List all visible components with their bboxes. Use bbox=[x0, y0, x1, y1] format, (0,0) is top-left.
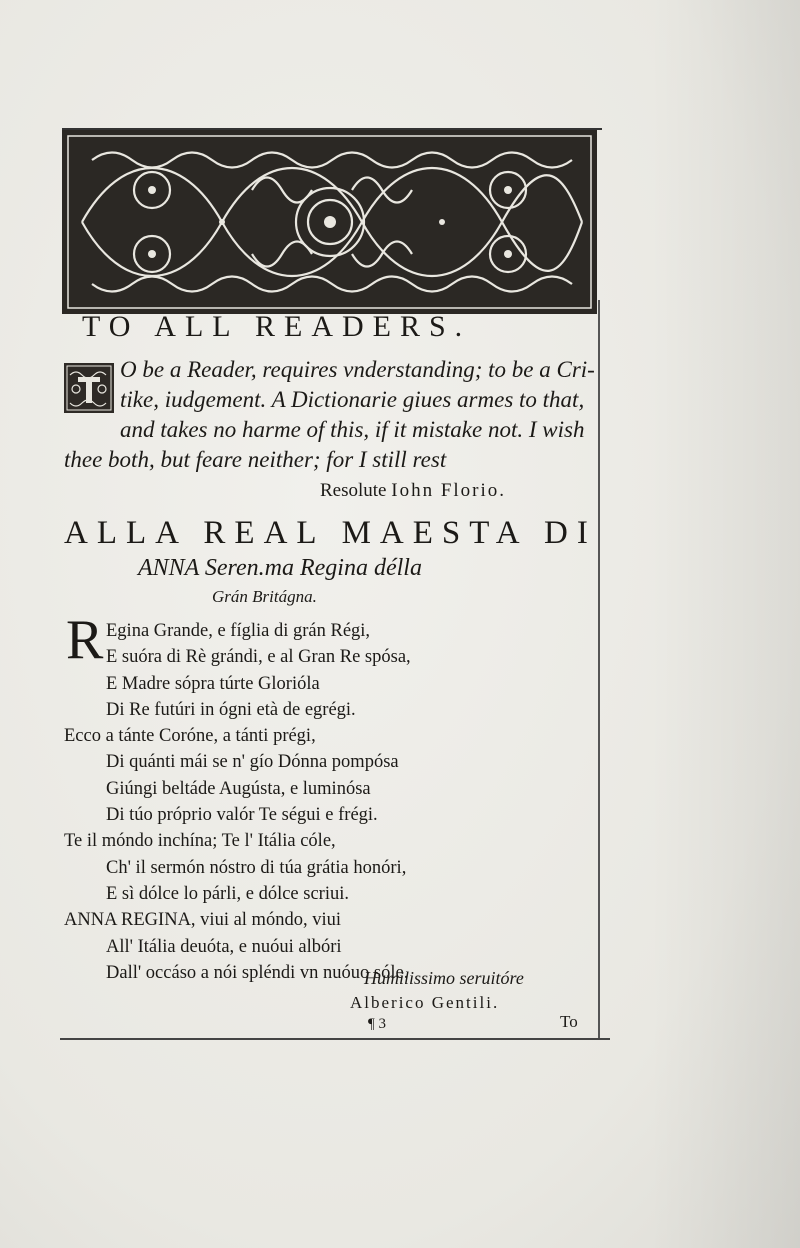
to-readers-text bbox=[64, 355, 604, 475]
poem-line: Ecco a tánte Coróne, a tánti prégi, bbox=[64, 726, 316, 747]
poem-line: ANNA REGINA, viui al móndo, viui bbox=[64, 910, 341, 931]
poem-line: Di quánti mái se n' gío Dónna pompósa bbox=[106, 752, 399, 773]
poem-line: Egina Grande, e fíglia di grán Régi, bbox=[106, 621, 371, 641]
dedication-subheading: ANNA Seren.ma Regina délla bbox=[138, 555, 422, 581]
poem-line: Di Re futúri in ógni età de egrégi. bbox=[106, 699, 356, 720]
page-edge-shadow bbox=[650, 0, 800, 1248]
poem-line: Ch' il sermón nóstro di túa grátia honóri, bbox=[106, 857, 407, 878]
sonnet bbox=[64, 618, 604, 986]
signature-prefix: Resolute bbox=[320, 480, 387, 501]
side-rule bbox=[598, 300, 600, 1038]
ornamental-headpiece bbox=[62, 130, 597, 314]
text-line: thee both, but feare neither; for I still rest bbox=[64, 447, 447, 472]
dedication-subheading-2: Grán Britágna. bbox=[212, 587, 317, 606]
poem-line: Dall' occáso a nói spléndi vn nuóuo sóle. bbox=[106, 962, 409, 983]
signature-name: Iohn Florio. bbox=[391, 480, 507, 501]
poem-line: Di túo próprio valór Te ségui e frégi. bbox=[106, 805, 378, 826]
poem-line: Te il móndo inchína; Te l' Itália cóle, bbox=[64, 831, 336, 852]
poem-line: Giúngi beltáde Augústa, e luminósa bbox=[106, 778, 371, 799]
poem-line: E suóra di Rè grándi, e al Gran Re spósa, bbox=[106, 647, 411, 668]
catchword: To bbox=[560, 1012, 578, 1031]
bottom-rule bbox=[60, 1038, 610, 1040]
poem-line: E Madre sópra túrte Glorióla bbox=[106, 673, 320, 694]
closing-salutation: Humilissimo seruitóre bbox=[364, 968, 524, 988]
text-line: O be a Reader, requires vnderstanding; to be a Cri- bbox=[120, 357, 595, 382]
to-all-readers-heading: TO ALL READERS. bbox=[82, 310, 472, 343]
signature-mark: ¶ 3 bbox=[368, 1016, 387, 1032]
text-line: tike, iudgement. A Dictionarie giues armes to that, bbox=[120, 387, 585, 412]
drop-letter: R bbox=[66, 609, 104, 671]
florio-signature bbox=[320, 480, 506, 502]
dedication-heading: ALLA REAL MAESTA DI bbox=[64, 515, 597, 551]
poem-line: E sì dólce lo párli, e dólce scriui. bbox=[106, 883, 349, 904]
text-line: and takes no harme of this, if it mistake not. I wish bbox=[120, 417, 585, 442]
gentili-signature: Alberico Gentili. bbox=[350, 993, 500, 1012]
poem-line: All' Itália deuóta, e nuóui albóri bbox=[106, 936, 342, 957]
